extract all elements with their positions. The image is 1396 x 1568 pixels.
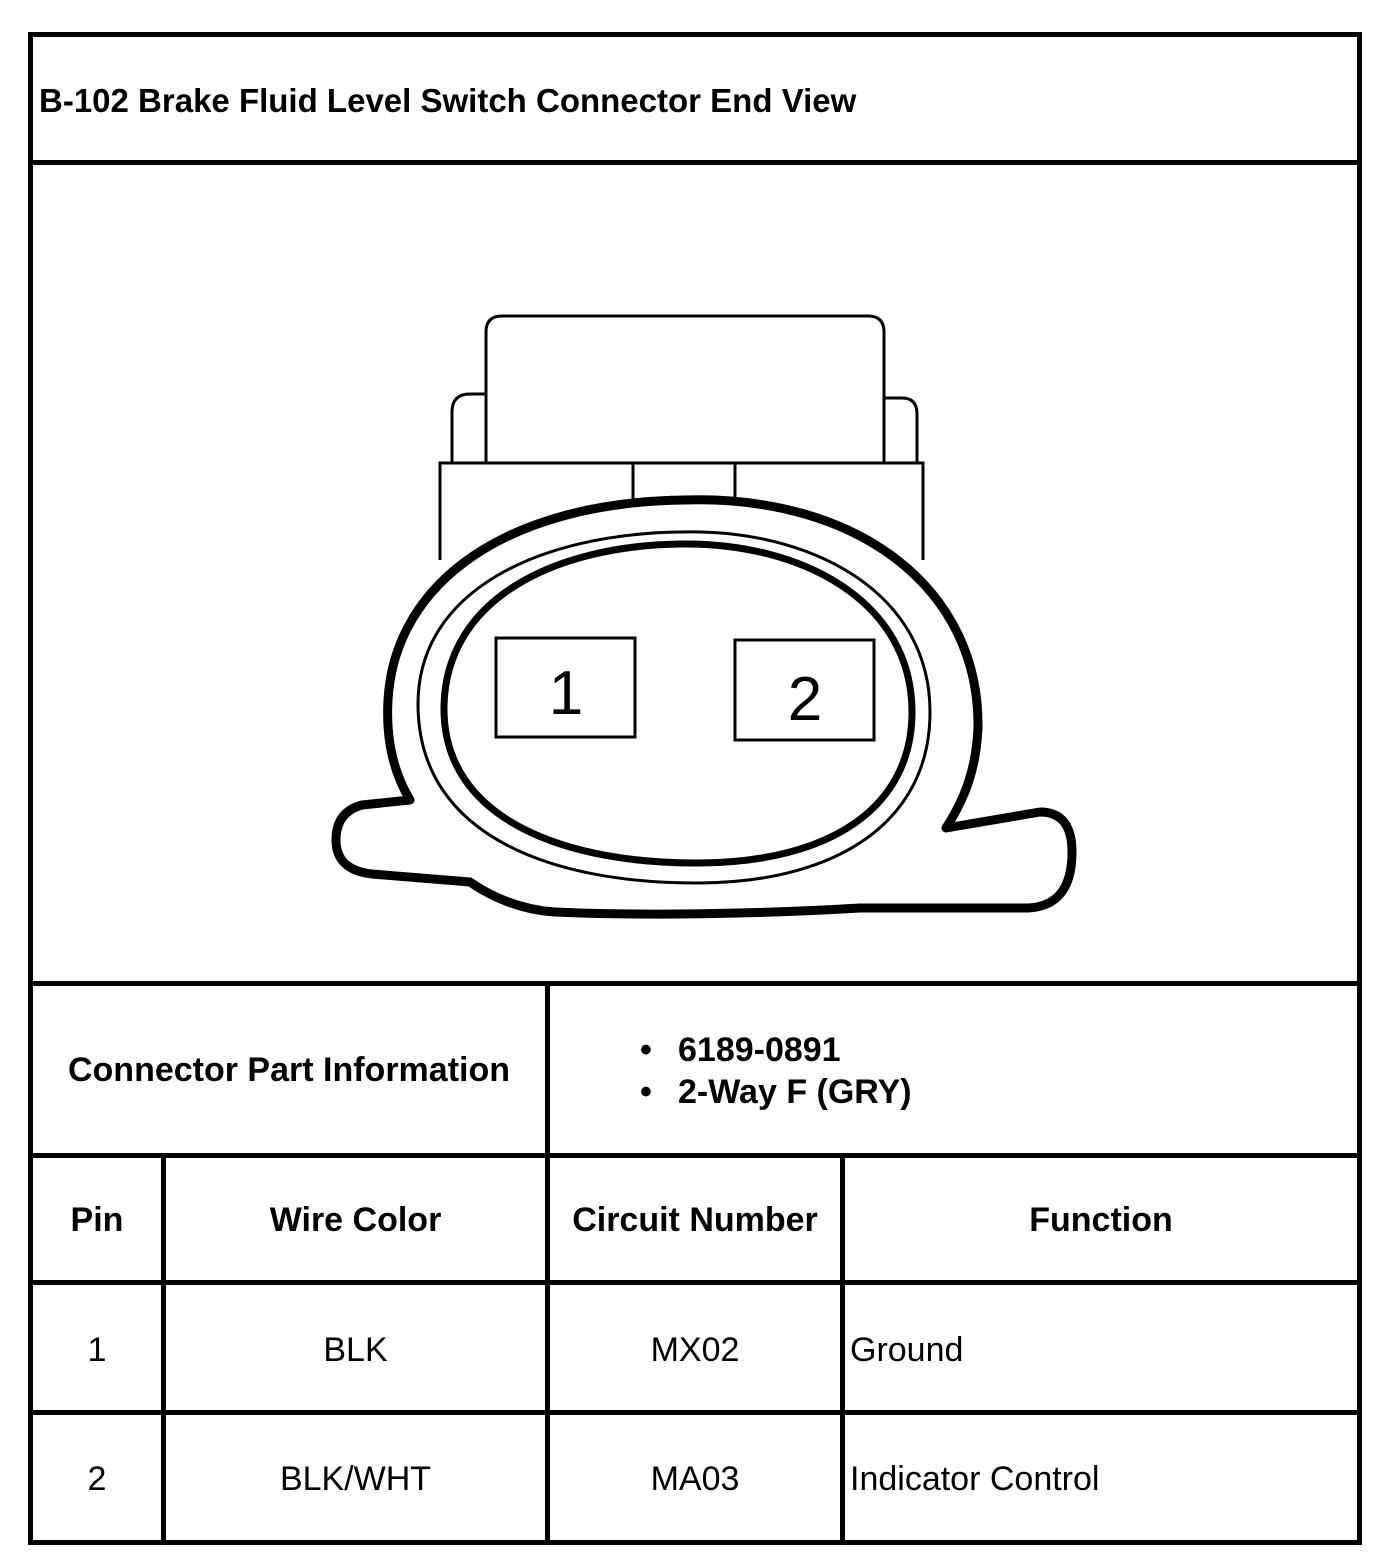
connector-latch <box>486 316 884 462</box>
header-function: Function <box>1029 1201 1173 1239</box>
row-2-circuit-number: MA03 <box>650 1460 740 1498</box>
connector-right-tab <box>884 398 917 462</box>
page-title: B-102 Brake Fluid Level Switch Connector End View <box>39 82 857 119</box>
header-pin: Pin <box>70 1201 124 1239</box>
row-1-pin: 1 <box>87 1331 107 1369</box>
row-2-function: Indicator Control <box>850 1460 1100 1498</box>
connector-seal-ring-inner <box>444 544 912 863</box>
row-1-function: Ground <box>850 1331 964 1369</box>
connector-type: • 2-Way F (GRY) <box>640 1072 912 1114</box>
row-1-wire-color: BLK <box>323 1331 388 1369</box>
cavity-2-label: 2 <box>787 665 823 734</box>
part-info-label: Connector Part Information <box>67 1051 511 1089</box>
connector-left-tab <box>452 394 486 462</box>
header-circuit-number: Circuit Number <box>572 1201 818 1239</box>
part-number: • 6189-0891 <box>640 1030 912 1072</box>
row-2-pin: 2 <box>87 1460 107 1498</box>
row-2-wire-color: BLK/WHT <box>279 1460 432 1498</box>
part-info-list <box>640 1030 912 1114</box>
cavity-1-label: 1 <box>548 659 584 728</box>
header-wire-color: Wire Color <box>269 1201 442 1239</box>
row-1-circuit-number: MX02 <box>650 1331 740 1369</box>
